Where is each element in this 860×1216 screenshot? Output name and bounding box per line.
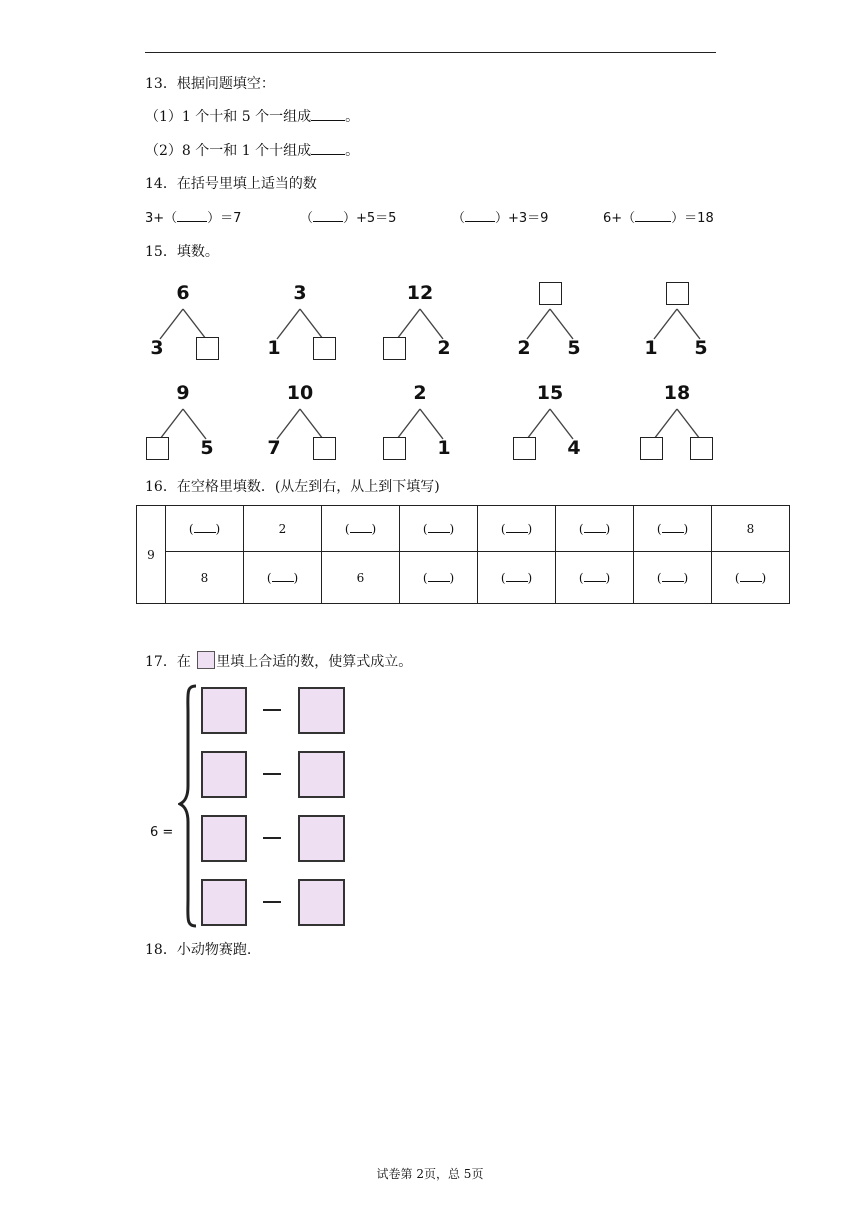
bond-lines	[265, 407, 335, 441]
bond-top-number: 2	[413, 382, 427, 404]
subtrahend-box[interactable]	[298, 879, 345, 926]
bond-lines	[385, 407, 455, 441]
bond-lines	[515, 407, 585, 441]
bond-right-blank-box[interactable]	[313, 337, 336, 360]
q15-title: 15．填数。	[145, 244, 219, 260]
minuend-box[interactable]	[201, 815, 247, 862]
bond-top-number: 3	[293, 282, 307, 304]
bond-right-blank-box[interactable]	[313, 437, 336, 460]
bond-left-blank-box[interactable]	[146, 437, 169, 460]
bond-lines	[148, 407, 218, 441]
q13-item-2	[145, 142, 359, 160]
bond-top-number: 9	[176, 382, 190, 404]
bond-top-number: 15	[536, 382, 564, 404]
q14-eq-1-post: ）＝7	[207, 211, 242, 226]
bond-lines	[385, 307, 455, 341]
minus-sign	[263, 709, 281, 711]
bond-left-number: 1	[267, 337, 281, 359]
paren-blank[interactable]: ( )	[266, 570, 299, 585]
q14-blank-4[interactable]	[635, 209, 671, 222]
q14-title: 14．在括号里填上适当的数	[145, 176, 317, 192]
table-total: 9	[147, 547, 155, 562]
q17-prompt	[145, 651, 412, 671]
table-blank-cell[interactable]	[400, 506, 478, 552]
q14-eq-4-post: ）＝18	[671, 211, 714, 226]
bond-lines	[148, 307, 218, 341]
q18-title: 18．小动物赛跑.	[145, 942, 252, 958]
minus-sign	[263, 773, 281, 775]
q14-blank-3[interactable]	[465, 209, 495, 222]
paren-blank[interactable]: ( )	[578, 570, 611, 585]
q14-eq-4	[603, 209, 714, 228]
table-value-cell: 8	[166, 552, 244, 604]
q13-item-2-text: （2）8 个一和 1 个十组成	[145, 143, 312, 159]
q14-eq-1-pre: 3+（	[145, 211, 178, 226]
bond-right-number: 2	[437, 337, 451, 359]
bond-lines	[642, 407, 712, 441]
table-blank-cell[interactable]	[400, 552, 478, 604]
bond-left-number: 2	[517, 337, 531, 359]
subtrahend-box[interactable]	[298, 751, 345, 798]
bond-left-blank-box[interactable]	[640, 437, 663, 460]
page-footer: 试卷第 2页，总 5页	[376, 1167, 484, 1181]
q16-title: 16．在空格里填数．(从左到右，从上到下填写)	[145, 479, 440, 495]
minuend-box[interactable]	[201, 751, 247, 798]
bond-top-number: 12	[406, 282, 434, 304]
table-blank-cell[interactable]	[322, 506, 400, 552]
bond-right-number: 1	[437, 437, 451, 459]
paren-blank[interactable]: ( )	[734, 570, 767, 585]
bond-lines	[642, 307, 712, 341]
bond-top-blank-box[interactable]	[539, 282, 562, 305]
q17-post: 里填上合适的数，使算式成立。	[216, 654, 413, 670]
paren-blank[interactable]: ( )	[188, 521, 221, 536]
subtrahend-box[interactable]	[298, 687, 345, 734]
q14-eq-3-post: ）+3＝9	[495, 211, 549, 226]
q14-eq-2-post: ）+5＝5	[343, 211, 397, 226]
bond-left-blank-box[interactable]	[383, 437, 406, 460]
bond-left-blank-box[interactable]	[383, 337, 406, 360]
q13-blank-2[interactable]	[311, 142, 345, 155]
minus-sign	[263, 837, 281, 839]
q13-item-1-end: 。	[345, 109, 360, 125]
q14-blank-2[interactable]	[313, 209, 343, 222]
bond-right-number: 5	[694, 337, 708, 359]
bond-lines	[265, 307, 335, 341]
table-blank-cell[interactable]	[634, 506, 712, 552]
q17-pre: 17．在	[145, 654, 191, 670]
q14-eq-3-pre: （	[452, 211, 466, 226]
bond-right-number: 4	[567, 437, 581, 459]
table-blank-cell[interactable]	[244, 552, 322, 604]
q13-item-2-end: 。	[345, 143, 360, 159]
q13-title: 13．根据问题填空：	[145, 76, 275, 92]
q14-eq-3	[452, 209, 548, 228]
left-brace-icon	[178, 684, 200, 928]
table-blank-cell[interactable]	[556, 552, 634, 604]
table-value-cell: 8	[712, 506, 790, 552]
bond-right-blank-box[interactable]	[196, 337, 219, 360]
table-value-cell: 6	[322, 552, 400, 604]
bond-top-number: 10	[286, 382, 314, 404]
pink-box-icon	[197, 651, 215, 669]
subtrahend-box[interactable]	[298, 815, 345, 862]
minuend-box[interactable]	[201, 687, 247, 734]
bond-left-number: 7	[267, 437, 281, 459]
bond-right-blank-box[interactable]	[690, 437, 713, 460]
bond-right-number: 5	[567, 337, 581, 359]
bond-left-number: 3	[150, 337, 164, 359]
paren-blank[interactable]: ( )	[422, 521, 455, 536]
table-blank-cell[interactable]	[712, 552, 790, 604]
header-rule	[145, 52, 716, 53]
table-value-cell: 2	[244, 506, 322, 552]
table-blank-cell[interactable]	[634, 552, 712, 604]
table-total-cell	[137, 506, 166, 604]
q14-eq-4-pre: 6+（	[603, 211, 636, 226]
bond-top-number: 18	[663, 382, 691, 404]
bond-top-blank-box[interactable]	[666, 282, 689, 305]
paren-blank[interactable]: ( )	[422, 570, 455, 585]
q14-blank-1[interactable]	[177, 209, 207, 222]
decomposition-table	[136, 505, 790, 604]
table-blank-cell[interactable]	[478, 552, 556, 604]
table-blank-cell[interactable]	[556, 506, 634, 552]
bond-top-number: 6	[176, 282, 190, 304]
bond-right-number: 5	[200, 437, 214, 459]
bond-left-blank-box[interactable]	[513, 437, 536, 460]
minus-sign	[263, 901, 281, 903]
q14-eq-2	[300, 209, 396, 228]
paren-blank[interactable]: ( )	[656, 521, 689, 536]
paren-blank[interactable]: ( )	[500, 570, 533, 585]
table-blank-cell[interactable]	[478, 506, 556, 552]
q13-item-1-text: （1）1 个十和 5 个一组成	[145, 109, 312, 125]
paren-blank[interactable]: ( )	[656, 570, 689, 585]
paren-blank[interactable]: ( )	[578, 521, 611, 536]
q17-lhs: 6 =	[150, 825, 174, 840]
q14-eq-2-pre: （	[300, 211, 314, 226]
paren-blank[interactable]: ( )	[500, 521, 533, 536]
table-blank-cell[interactable]	[166, 506, 244, 552]
q13-blank-1[interactable]	[311, 108, 345, 121]
q14-eq-1	[145, 209, 241, 228]
q13-item-1	[145, 108, 359, 126]
bond-left-number: 1	[644, 337, 658, 359]
paren-blank[interactable]: ( )	[344, 521, 377, 536]
bond-lines	[515, 307, 585, 341]
minuend-box[interactable]	[201, 879, 247, 926]
